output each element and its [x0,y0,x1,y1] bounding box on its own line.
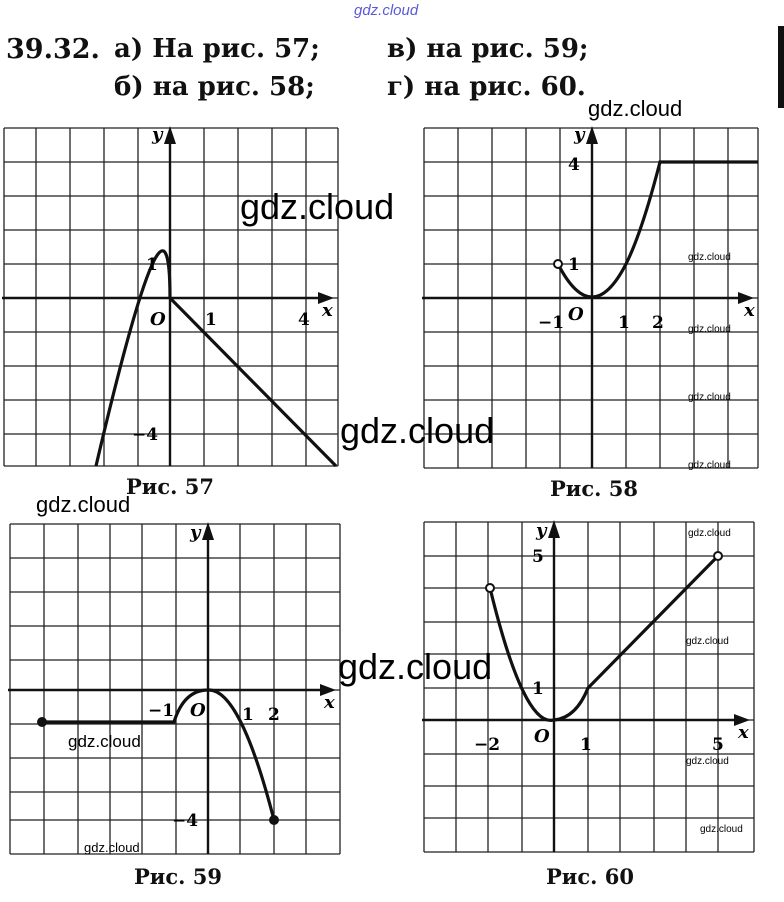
figure-58-tick-x1: 1 [618,313,630,333]
figure-60-tick-x5: 5 [712,735,724,755]
task-g: г) на рис. 60. [387,72,586,102]
figure-57-y-label: y [152,124,163,145]
watermark: gdz.cloud [688,392,731,403]
figure-59-axes [8,528,332,854]
figure-58-tick-x-1: −1 [538,313,565,333]
figure-58-y-arrow [586,126,598,144]
figure-59-tick-x1: 1 [242,705,254,725]
figure-57-tick-x4: 4 [298,310,310,330]
task-v: в) на рис. 59; [387,34,589,64]
watermark: gdz.cloud [686,756,729,767]
figure-60-y-label: y [536,520,547,541]
figure-57-tick-x1: 1 [205,310,217,330]
figure-57-caption: Рис. 57 [126,474,214,499]
figure-58-tick-y4: 4 [568,155,580,175]
figure-59-x-label: x [324,692,335,713]
figure-57-axes [2,132,330,466]
figure-59-tick-x-1: −1 [148,701,175,721]
figure-58-tick-y1: 1 [568,255,580,275]
figure-60-x-label: x [738,722,749,743]
watermark: gdz.cloud [338,646,493,687]
watermark: gdz.cloud [588,96,683,121]
figure-59-graph [6,520,346,862]
figure-60-open-point-right [714,552,722,560]
watermark: gdz.cloud [688,528,731,539]
figure-59-origin: O [190,700,206,721]
figure-60-caption: Рис. 60 [546,864,634,889]
watermark: gdz.cloud [354,2,419,19]
figure-57-tick-y-4: −4 [132,425,159,445]
task-b: б) на рис. 58; [114,72,315,102]
figure-59-closed-point-left [37,717,47,727]
figure-59-y-arrow [202,522,214,540]
figure-57-y-arrow [164,126,176,144]
problem-number: 39.32. [6,34,100,65]
watermark: gdz.cloud [240,186,395,227]
figure-58-y-label: y [574,124,585,145]
watermark: gdz.cloud [700,824,743,835]
watermark: gdz.cloud [36,492,131,517]
figure-58-caption: Рис. 58 [550,476,638,501]
figure-59-tick-y-4: −4 [172,811,199,831]
figure-60-origin: O [534,726,550,747]
figure-59-tick-x2: 2 [268,705,280,725]
watermark: gdz.cloud [688,252,731,263]
watermark: gdz.cloud [688,324,731,335]
watermark: gdz.cloud [686,636,729,647]
task-a: а) На рис. 57; [114,34,320,64]
figure-60-open-point-left [486,584,494,592]
figure-57-graph [0,120,345,472]
figure-60-tick-x-2: −2 [474,735,501,755]
figure-58-x-label: x [744,300,755,321]
figure-60-tick-y5: 5 [532,547,544,567]
figure-60-y-arrow [548,520,560,538]
figure-60-tick-x1: 1 [580,735,592,755]
figure-60-curve [490,556,718,720]
figure-57-origin: O [150,309,166,330]
watermark: gdz.cloud [688,460,731,471]
watermark: gdz.cloud [340,410,495,451]
page-edge-mark [778,26,784,108]
figure-57-x-label: x [322,300,333,321]
figure-58-open-point [554,260,562,268]
figure-58-tick-x2: 2 [652,313,664,333]
figure-59-y-label: y [190,522,201,543]
figure-58-origin: O [568,304,584,325]
figure-59-caption: Рис. 59 [134,864,222,889]
figure-60-tick-y1: 1 [532,679,544,699]
watermark: gdz.cloud [84,840,140,855]
figure-57-tick-y1: 1 [146,255,158,275]
figure-59-closed-point-right [269,815,279,825]
watermark: gdz.cloud [68,732,141,751]
